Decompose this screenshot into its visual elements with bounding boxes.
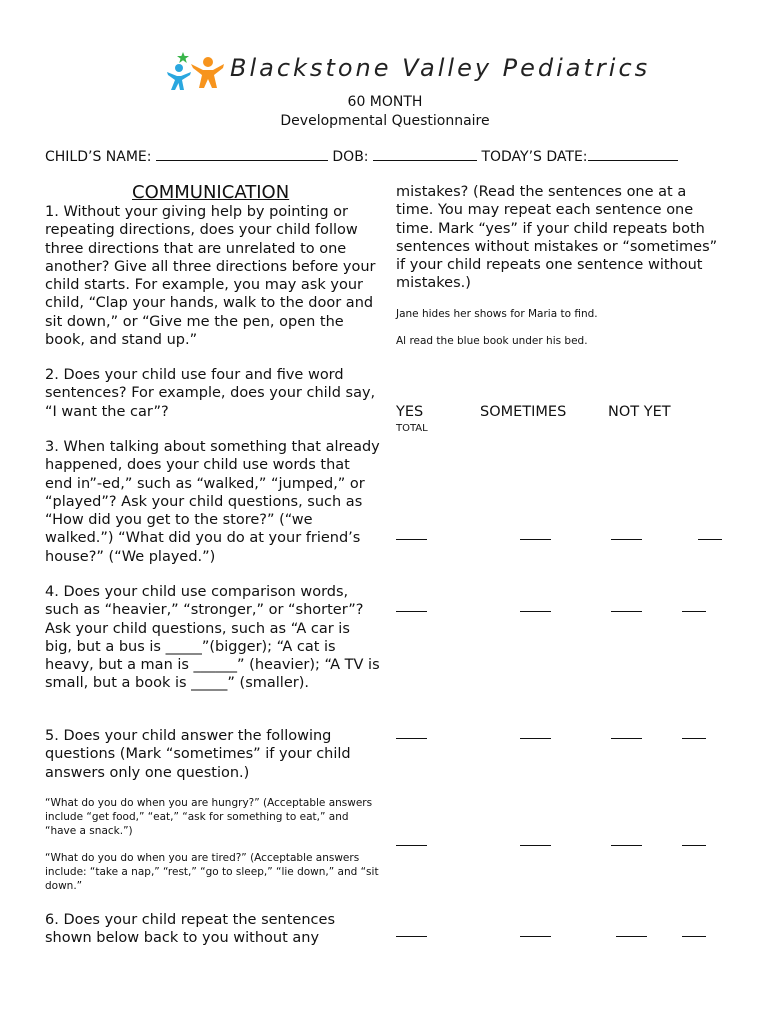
answer-blank[interactable] — [682, 845, 706, 846]
answer-blank[interactable] — [520, 611, 551, 612]
question-4: 4. Does your child use comparison words, such as “heavier,” “stronger,” or “shorter”? Ask your child questions, such as “A car is big, but a bus is _____”(bigger); “A cat is heavy, but a man is ______” (heavier); “A TV is small, but a book is _____” (smaller). — [45, 584, 380, 692]
answer-blank[interactable] — [682, 611, 706, 612]
sometimes-header: SOMETIMES — [480, 404, 567, 420]
q6-sentence-2: Al read the blue book under his bed. — [396, 335, 588, 347]
question-5-sub-2: “What do you do when you are tired?” (Acceptable answers include: “take a nap,” “rest,” “go to sleep,” “lie down,” and “sit down.” — [45, 852, 379, 892]
logo — [163, 50, 651, 94]
answer-blank[interactable] — [520, 738, 551, 739]
title-line-2: Developmental Questionnaire — [280, 113, 490, 129]
question-5: 5. Does your child answer the following questions (Mark “sometimes” if your child answers only one question.) — [45, 728, 351, 781]
child-name-field[interactable] — [156, 147, 328, 161]
question-5-sub-1: “What do you do when you are hungry?” (Acceptable answers include “get food,” “eat,” “ask for something to eat,” and “have a snack.”) — [45, 797, 373, 837]
section-title: COMMUNICATION — [132, 182, 290, 203]
answer-blank[interactable] — [396, 539, 427, 540]
q6-sentence-1: Jane hides her shows for Maria to find. — [396, 308, 598, 320]
answer-blank[interactable] — [520, 539, 551, 540]
answer-blank[interactable] — [396, 611, 427, 612]
question-6: 6. Does your child repeat the sentences shown below back to you without any — [45, 912, 335, 947]
question-3: 3. When talking about something that already happened, does your child use words that end in”-ed,” such as “walked,” “jumped,” or “played”? Ask your child questions, such as “How did you get to the store?” (“we walked.”) “What did you do at your friend’s house?” (“We played.”) — [45, 439, 380, 565]
title-line-1: 60 MONTH — [347, 94, 423, 110]
answer-blank[interactable] — [520, 936, 551, 937]
answer-blank[interactable] — [611, 845, 642, 846]
todays-date-label: TODAY’S DATE: — [481, 149, 588, 165]
logo-text: Blackstone Valley Pediatrics — [230, 54, 651, 82]
todays-date-field[interactable] — [588, 147, 678, 161]
answer-blank[interactable] — [698, 539, 722, 540]
answer-blank[interactable] — [520, 845, 551, 846]
yes-header: YES — [396, 404, 424, 420]
answer-blank[interactable] — [611, 611, 642, 612]
question-2: 2. Does your child use four and five word sentences? For example, does your child say, “I want the car”? — [45, 367, 376, 420]
children-logo-icon — [163, 50, 225, 94]
answer-blank[interactable] — [396, 738, 427, 739]
answer-blank[interactable] — [611, 738, 642, 739]
not-yet-header: NOT YET — [608, 404, 671, 420]
answer-blank[interactable] — [396, 936, 427, 937]
answer-blank[interactable] — [611, 539, 642, 540]
child-name-label: CHILD’S NAME: — [45, 149, 152, 165]
answer-blank[interactable] — [682, 738, 706, 739]
dob-label: DOB: — [332, 149, 369, 165]
info-fields — [45, 147, 678, 165]
dob-field[interactable] — [373, 147, 477, 161]
question-1: 1. Without your giving help by pointing or repeating directions, does your child follow three directions that are unrelated to one another? Give all three directions before your child starts. For example, you may ask your child, “Clap your hands, walk to the door and sit down,” or “Give me the pen, open the book, and stand up.” — [45, 204, 376, 349]
answer-blank[interactable] — [616, 936, 647, 937]
answer-blank[interactable] — [682, 936, 706, 937]
answer-blank[interactable] — [396, 845, 427, 846]
total-label: TOTAL — [396, 423, 428, 434]
question-6-continued: mistakes? (Read the sentences one at a time. You may repeat each sentence one time. Mark “yes” if your child repeats both sentences without mistakes or “sometimes” if your child repeats one sentence without mistakes.) — [396, 184, 718, 292]
